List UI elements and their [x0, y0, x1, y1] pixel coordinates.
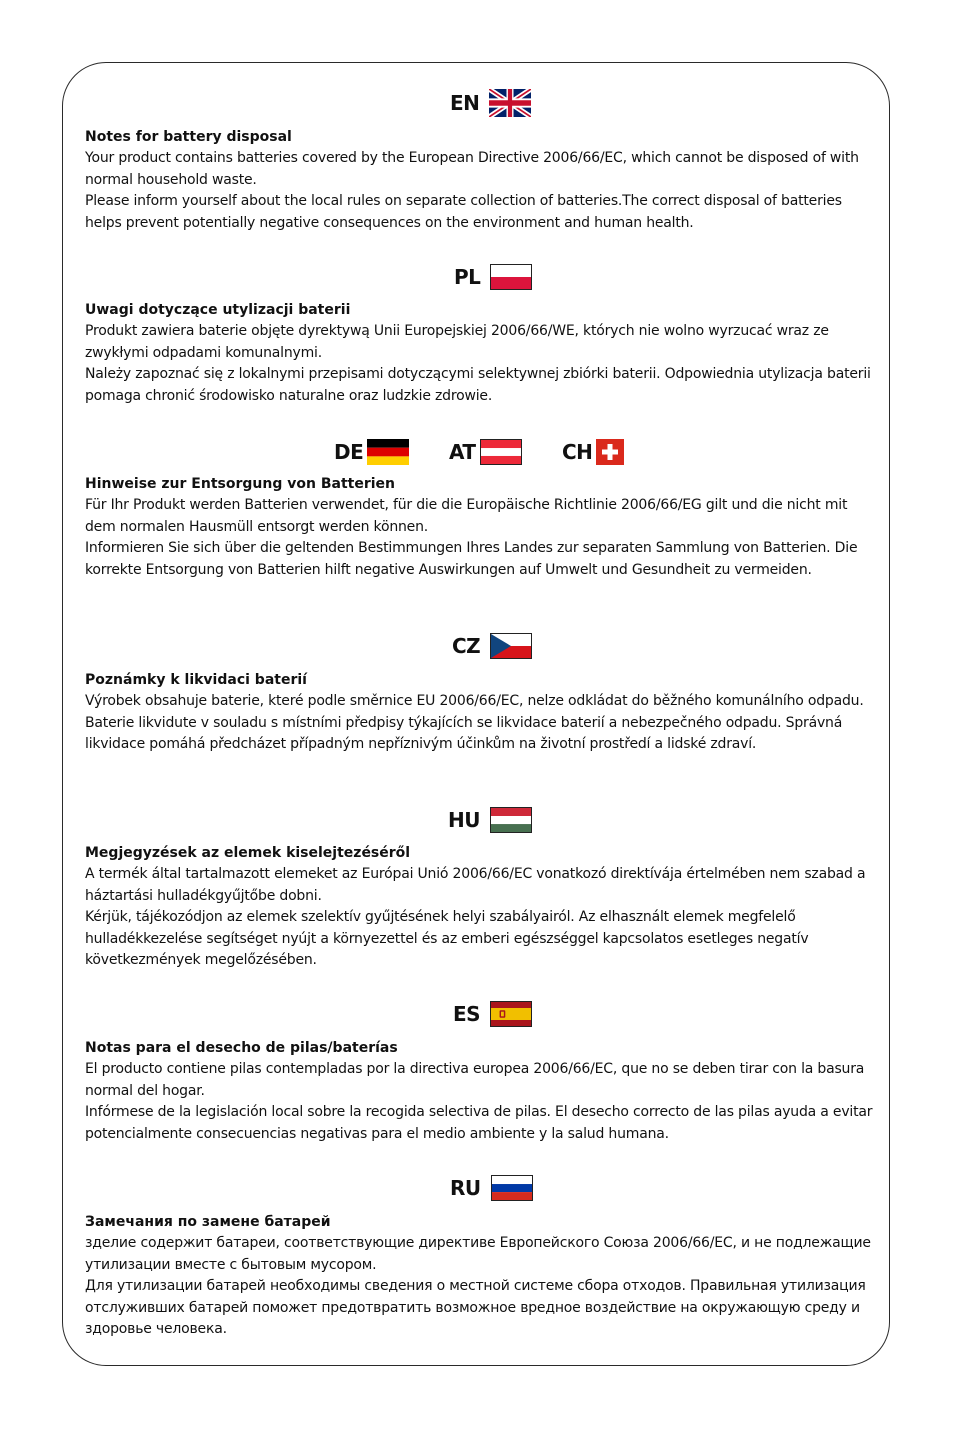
- section-paragraph: Produkt zawiera baterie objęte dyrektywą Unii Europejskiej 2006/66/WE, których nie wolno wyrzucać wraz ze zwykłymi odpadami komunalnymi.: [85, 323, 829, 361]
- hungary-flag-icon: [490, 807, 532, 833]
- language-header-at: [449, 438, 522, 466]
- section-paragraph: A termék által tartalmazott elemeket az Európai Unió 2006/66/EC vonatkozó direktívája értelmében nem szabad a háztartási hulladékgyűjtőbe dobni.: [85, 866, 866, 904]
- language-header-ch: [562, 438, 624, 466]
- section-cz: [85, 669, 875, 756]
- language-code-de: DE: [334, 440, 364, 464]
- language-header-en: [450, 89, 531, 117]
- section-heading: Hinweise zur Entsorgung von Batterien: [85, 476, 395, 492]
- language-code-ch: CH: [562, 440, 593, 464]
- language-code-es: ES: [453, 1002, 481, 1026]
- section-heading: Замечания по замене батарей: [85, 1214, 331, 1230]
- language-header-cz: [452, 632, 532, 660]
- section-paragraph: Výrobek obsahuje baterie, které podle směrnice EU 2006/66/EC, nelze odkládat do běžného komunálního odpadu. Baterie likvidute v souladu s místními předpisy týkajících se likvidace baterií a nebezpečného odpadu. Správná likvidace pomáhá předcházet případným nepříznivým účinkům na životní prostředí a lidské zdraví.: [85, 693, 864, 753]
- section-paragraph: Informieren Sie sich über die geltenden Bestimmungen Ihres Landes zur separaten Sammlung von Batterien. Die korrekte Entsorgung von Batterien hilft negative Auswirkungen auf Umwelt und Gesundheit zu vermeiden.: [85, 540, 858, 578]
- austria-flag-icon: [480, 439, 522, 465]
- section-paragraph: Für Ihr Produkt werden Batterien verwendet, für die die Europäische Richtlinie 2006/66/EG gilt und die nicht mit dem normalen Hausmüll entsorgt werden können.: [85, 497, 848, 535]
- section-paragraph: El producto contiene pilas contempladas por la directiva europea 2006/66/EC, que no se deben tirar con la basura normal del hogar.: [85, 1061, 865, 1099]
- section-pl: [85, 299, 875, 407]
- language-code-en: EN: [450, 91, 480, 115]
- section-heading: Megjegyzések az elemek kiselejtezéséről: [85, 845, 411, 861]
- section-es: [85, 1037, 875, 1145]
- section-heading: Poznámky k likvidaci baterií: [85, 672, 307, 688]
- section-paragraph: Для утилизации батарей необходимы сведения о местной системе сбора отходов. Правильная утилизация отслуживших батарей поможет предотвратить возможное вредное воздействие на окружающую среду и здоровье человека.: [85, 1278, 866, 1338]
- section-paragraph: Należy zapoznać się z lokalnymi przepisami dotyczącymi selektywnej zbiórki baterii. Odpowiednia utylizacja baterii pomaga chronić środowisko naturalne oraz ludzkie zdrowie.: [85, 366, 871, 404]
- language-code-cz: CZ: [452, 634, 481, 658]
- language-header-hu: [448, 806, 532, 834]
- language-header-ru: [450, 1174, 533, 1202]
- section-heading: Notes for battery disposal: [85, 129, 292, 145]
- section-en: [85, 126, 875, 234]
- section-heading: Notas para el desecho de pilas/baterías: [85, 1040, 398, 1056]
- germany-flag-icon: [367, 439, 409, 465]
- section-paragraph: Your product contains batteries covered by the European Directive 2006/66/EC, which cannot be disposed of with normal household waste.: [85, 150, 859, 188]
- language-code-hu: HU: [448, 808, 480, 832]
- czech-flag-icon: [490, 633, 532, 659]
- language-code-at: AT: [449, 440, 476, 464]
- poland-flag-icon: [490, 264, 532, 290]
- language-header-pl: [454, 263, 532, 291]
- section-paragraph: Infórmese de la legislación local sobre la recogida selectiva de pilas. El desecho correcto de las pilas ayuda a evitar potencialmente consecuencias negativas para el medio ambiente y la salud humana.: [85, 1104, 873, 1142]
- section-paragraph: зделие содержит батареи, соответствующие директиве Европейского Союза 2006/66/EC, и не подлежащие утилизации вместе с бытовым мусором.: [85, 1235, 871, 1273]
- spain-flag-icon: [490, 1001, 532, 1027]
- section-ru: [85, 1211, 875, 1341]
- section-paragraph: Please inform yourself about the local rules on separate collection of batteries.The correct disposal of batteries helps prevent potentially negative consequences on the environment and human health.: [85, 193, 842, 231]
- language-code-ru: RU: [450, 1176, 481, 1200]
- russia-flag-icon: [491, 1175, 533, 1201]
- uk-flag-icon: [489, 89, 531, 117]
- language-header-de: [334, 438, 409, 466]
- section-paragraph: Kérjük, tájékozódjon az elemek szelektív gyűjtésének helyi szabályairól. Az elhasznált elemek megfelelő hulladékkezelése segítséget nyújt a környezettel és az emberi egészséggel kapcsolatos esetleges negatív következmények megelőzésében.: [85, 909, 809, 969]
- switzerland-flag-icon: [596, 439, 624, 465]
- language-code-pl: PL: [454, 265, 481, 289]
- section-de: [85, 473, 875, 581]
- language-header-es: [453, 1000, 532, 1028]
- section-hu: [85, 842, 875, 972]
- section-heading: Uwagi dotyczące utylizacji baterii: [85, 302, 351, 318]
